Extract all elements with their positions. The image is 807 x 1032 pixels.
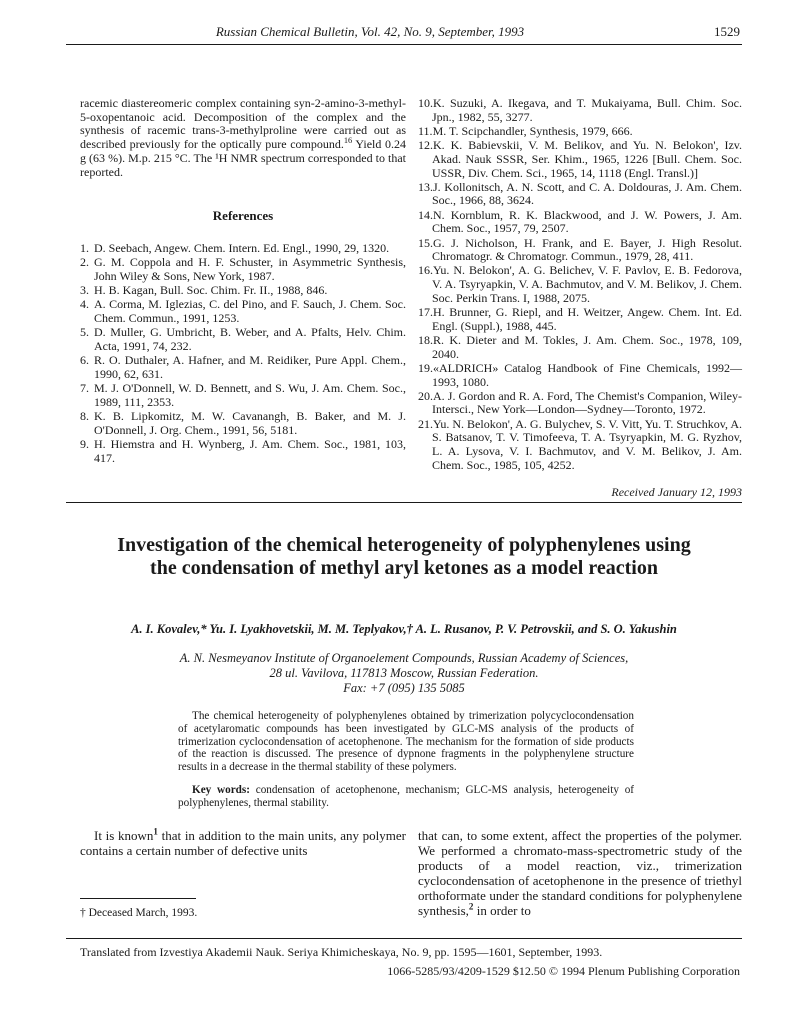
reference-item xyxy=(418,334,742,361)
reference-text: «ALDRICH» Catalog Handbook of Fine Chemicals, 1992—1993, 1080. xyxy=(432,360,742,389)
affiliation-line-1: A. N. Nesmeyanov Institute of Organoelement Compounds, Russian Academy of Sciences, xyxy=(179,651,629,665)
reference-text: G. M. Coppola and H. F. Schuster, in Asymmetric Synthesis, John Wiley & Sons, New York, 1987. xyxy=(94,255,406,283)
reference-number: 11. xyxy=(418,123,433,138)
reference-text: G. J. Nicholson, H. Frank, and E. Bayer, J. High Resolut. Chromatogr. & Chromatogr. Commun., 1979, 28, 411. xyxy=(432,235,742,264)
reference-text: Yu. N. Belokon', A. G. Bulychev, S. V. Vitt, Yu. T. Struchkov, A. S. Batsanov, T. V. Timofeeva, T. A. Tsyryapkin, M. G. Ryzhov, L. A. Lysova, V. I. Bachmutov, and V. M. Belikov, J. Am. Chem. Soc., 1985, 105, 4252. xyxy=(432,416,742,472)
reference-text: K. B. Lipkomitz, M. W. Cavanangh, B. Baker, and M. J. O'Donnell, J. Org. Chem., 1991, 56, 5181. xyxy=(94,408,406,437)
reference-item xyxy=(80,354,406,381)
reference-text: A. J. Gordon and R. A. Ford, The Chemist's Companion, Wiley-Intersci., New York—London—Sydney—Toronto, 1972. xyxy=(432,388,742,417)
received-date: Received January 12, 1993 xyxy=(611,485,742,499)
copyright: 1066-5285/93/4209-1529 $12.50 © 1994 Plenum Publishing Corporation xyxy=(387,964,740,978)
footnote: † Deceased March, 1993. xyxy=(80,907,198,919)
reference-list-left xyxy=(80,242,406,465)
intro-text: racemic diastereomeric complex containing syn-2-amino-3-methyl-5-oxopentanoic acid. Decomposition of the complex and the synthesis of racemic trans-3-methylproline were carried out as described previously for the optically pure compound. xyxy=(80,96,406,152)
reference-text: A. Corma, M. Iglezias, C. del Pino, and F. Sauch, J. Chem. Soc. Chem. Commun., 1991, 1253. xyxy=(94,297,406,326)
reference-number: 16. xyxy=(418,263,433,278)
reference-item xyxy=(80,438,406,465)
reference-text: Yu. N. Belokon', A. G. Belichev, V. F. Pavlov, E. B. Fedorova, V. A. Tsyryapkin, V. A. Bachmutov, and V. M. Belikov, J. Chem. Soc. Perkin Trans. I, 1988, 2075. xyxy=(432,263,742,305)
reference-text: H. Brunner, G. Riepl, and H. Weitzer, Angew. Chem. Int. Ed. Engl. (Suppl.), 1988, 445. xyxy=(432,305,742,333)
reference-number: 18. xyxy=(418,332,433,347)
footnote-rule xyxy=(80,898,196,899)
reference-number: 9. xyxy=(80,436,89,451)
reference-number: 2. xyxy=(80,255,89,270)
reference-number: 21. xyxy=(418,416,433,431)
reference-item xyxy=(80,410,406,437)
reference-number: 10. xyxy=(418,96,433,110)
references-left xyxy=(80,242,406,466)
body-right-rest: in order to xyxy=(473,903,531,918)
reference-number: 17. xyxy=(418,305,433,320)
reference-number: 4. xyxy=(80,297,89,312)
article-title xyxy=(66,534,742,580)
reference-text: R. K. Dieter and M. Tokles, J. Am. Chem. Soc., 1978, 109, 2040. xyxy=(432,332,742,361)
affiliation xyxy=(66,651,742,696)
reference-text: H. Hiemstra and H. Wynberg, J. Am. Chem. Soc., 1981, 103, 417. xyxy=(94,436,406,465)
article-separator xyxy=(66,502,742,503)
reference-item xyxy=(418,209,742,236)
reference-number: 20. xyxy=(418,388,433,403)
reference-item xyxy=(80,284,406,298)
authors: A. I. Kovalev,* Yu. I. Lyakhovetskii, M. M. Teplyakov,† A. L. Rusanov, P. V. Petrovskii, and S. O. Yakushin xyxy=(131,622,677,636)
references-right xyxy=(418,97,742,473)
running-header: Russian Chemical Bulletin, Vol. 42, No. 9, September, 1993 xyxy=(215,24,525,39)
reference-item xyxy=(418,306,742,333)
reference-number: 14. xyxy=(418,207,433,222)
reference-text: K. K. Babievskii, V. M. Belikov, and Yu. N. Belokon', Izv. Akad. Nauk SSSR, Ser. Khim., 1965, 1226 [Bull. Chem. Soc. USSR, Div. Chem. Sci., 1965, 14, 1118 (Engl. Transl.)] xyxy=(432,138,742,180)
reference-number: 19. xyxy=(418,360,433,375)
reference-number: 15. xyxy=(418,235,433,250)
intro-tail: Yield 0.24 g (63 %). M.p. 215 °C. The ¹H NMR spectrum corresponded to that reported. xyxy=(80,137,406,179)
reference-item xyxy=(418,418,742,473)
reference-number: 8. xyxy=(80,408,89,423)
abstract: The chemical heterogeneity of polyphenylenes obtained by trimerization polycyclocondensation of acetylaromatic compounds has been investigated by GLC-MS analysis of the products of trimerization cyclocondensation of acetophenone. The mechanism for the formation of side products of the reaction is discussed. The presence of dypnone fragments in the polyphenylene structure results in a decrease in the thermal stability of these polymers. xyxy=(178,710,634,774)
references-heading: References xyxy=(212,208,274,223)
reference-item xyxy=(418,264,742,305)
reference-item xyxy=(80,326,406,353)
reference-text: K. Suzuki, A. Ikegava, and T. Mukaiyama, Bull. Chim. Soc. Jpn., 1982, 55, 3277. xyxy=(432,96,742,124)
body-right-start: that can, to some extent, affect the properties of the polymer. We performed a chromato-mass-spectrometric study of the products of a model reaction, viz., trimerization cyclocondensation of acetophenone in the presence of triethyl orthoformate under the standard conditions for polyphenylene synthesis, xyxy=(418,828,742,918)
body-left-start: It is known xyxy=(94,828,154,843)
title-line-1: Investigation of the chemical heterogeneity of polyphenylenes using xyxy=(117,534,691,556)
reference-item xyxy=(418,97,742,124)
keywords-label: Key words: xyxy=(192,784,250,796)
affiliation-fax: Fax: +7 (095) 135 5085 xyxy=(343,681,465,695)
reference-list-right xyxy=(418,97,742,472)
body-right-citation: 2 xyxy=(468,901,474,912)
reference-item xyxy=(80,256,406,283)
header-rule xyxy=(66,44,742,45)
reference-text: N. Kornblum, R. K. Blackwood, and J. W. Powers, J. Am. Chem. Soc., 1957, 79, 2507. xyxy=(432,207,742,236)
reference-number: 6. xyxy=(80,353,89,368)
keywords-text: condensation of acetophenone, mechanism; GLC-MS analysis, heterogeneity of polyphenylenes, thermal stability. xyxy=(178,784,635,809)
left-intro-paragraph xyxy=(80,97,406,179)
reference-text: M. J. O'Donnell, W. D. Bennett, and S. Wu, J. Am. Chem. Soc., 1989, 111, 2353. xyxy=(94,381,406,409)
body-text-left xyxy=(80,828,406,858)
footer-rule xyxy=(66,938,742,939)
reference-number: 3. xyxy=(80,283,89,298)
body-left-rest: that in addition to the main units, any polymer contains a certain number of defective units xyxy=(80,828,406,858)
reference-text: H. B. Kagan, Bull. Soc. Chim. Fr. II., 1988, 846. xyxy=(94,283,328,298)
reference-text: R. O. Duthaler, A. Hafner, and M. Reidiker, Pure Appl. Chem., 1990, 62, 631. xyxy=(94,353,406,381)
reference-item xyxy=(418,237,742,264)
reference-text: D. Seebach, Angew. Chem. Intern. Ed. Engl., 1990, 29, 1320. xyxy=(94,241,390,255)
reference-item xyxy=(418,139,742,180)
reference-item xyxy=(418,125,742,139)
body-left-citation: 1 xyxy=(153,826,158,837)
reference-item xyxy=(418,181,742,208)
keywords xyxy=(178,784,634,810)
affiliation-line-2: 28 ul. Vavilova, 117813 Moscow, Russian Federation. xyxy=(269,666,539,680)
reference-number: 12. xyxy=(418,138,433,153)
reference-number: 5. xyxy=(80,325,89,340)
title-line-2: the condensation of methyl aryl ketones as a model reaction xyxy=(150,557,658,579)
reference-number: 13. xyxy=(418,179,433,194)
reference-item xyxy=(418,390,742,417)
body-text-right xyxy=(418,828,742,918)
reference-item xyxy=(418,362,742,389)
reference-number: 7. xyxy=(80,381,89,396)
reference-text: M. T. Scipchandler, Synthesis, 1979, 666. xyxy=(432,123,633,138)
reference-number: 1. xyxy=(80,241,89,255)
reference-item xyxy=(80,382,406,409)
translated-from: Translated from Izvestiya Akademii Nauk. Seriya Khimicheskaya, No. 9, pp. 1595—1601, September, 1993. xyxy=(80,945,603,959)
reference-item xyxy=(80,298,406,325)
page-number: 1529 xyxy=(714,24,740,39)
intro-citation: 16 xyxy=(343,136,353,146)
reference-text: D. Muller, G. Umbricht, B. Weber, and A. Pfalts, Helv. Chim. Acta, 1991, 74, 232. xyxy=(94,325,406,353)
reference-item xyxy=(80,242,406,256)
reference-text: J. Kollonitsch, A. N. Scott, and C. A. Doldouras, J. Am. Chem. Soc., 1966, 88, 3624. xyxy=(432,179,742,208)
